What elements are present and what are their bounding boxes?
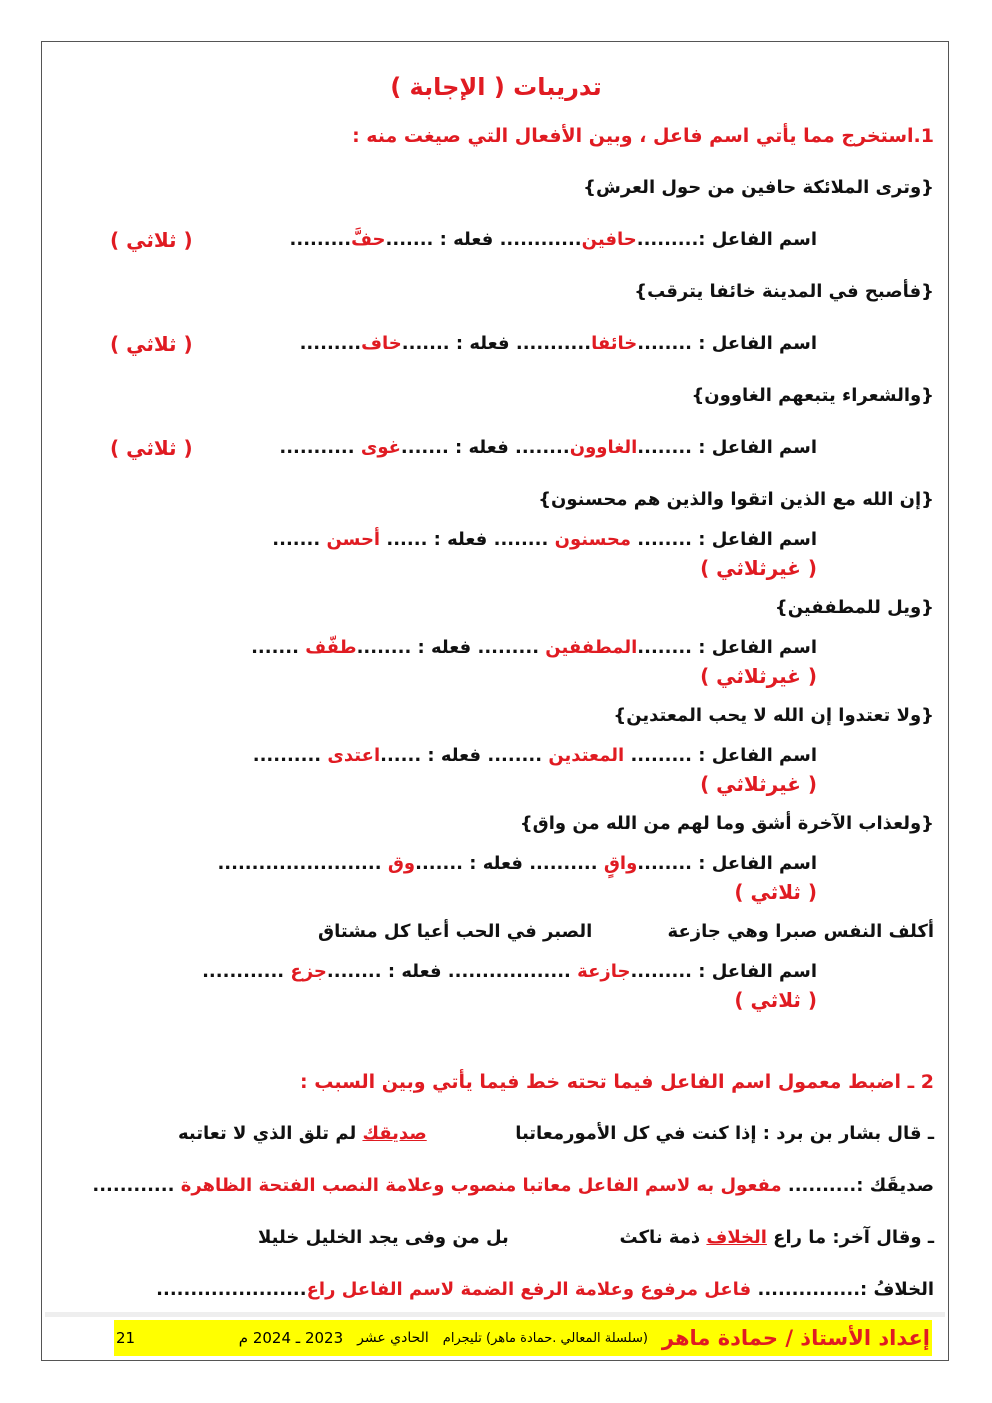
verse-row (58, 162, 934, 214)
question-1-row (58, 110, 934, 162)
answer-label: اسم الفاعل : ........ (637, 437, 817, 458)
verse: {ولا تعتدوا إن الله لا يحب المعتدين} (613, 705, 934, 726)
answer-label: اسم الفاعل : ........ (637, 853, 817, 874)
verse-row (58, 906, 934, 958)
verb-type: ( ثلاثي ) (110, 228, 193, 252)
answer-label: اسم الفاعل : ........ (637, 637, 817, 658)
verse-text: ـ وقال آخر: ما راع (766, 1227, 934, 1248)
verb-type: ( ثلاثي ) (110, 436, 193, 460)
verse-row (58, 266, 934, 318)
answer-line (92, 1172, 934, 1200)
answer-1 (58, 1160, 934, 1212)
answer-row (58, 958, 934, 1014)
verb-type: ( غيرثلاثي ) (700, 772, 817, 796)
verb: اعتدى (327, 745, 381, 766)
footer-series: (سلسلة المعالي .حمادة ماهر) تليجرام (442, 1330, 648, 1346)
page-title: تدريبات ( الإجابة ) (390, 73, 602, 101)
verse-row (58, 582, 934, 634)
answer-dots: ........... (279, 437, 361, 458)
active-participle: الغاوون (569, 437, 638, 458)
answer-dots: ............ (202, 961, 291, 982)
verse-row (58, 690, 934, 742)
answer-row (58, 850, 934, 906)
answer-row (58, 422, 934, 474)
footer-author: إعداد الأستاذ / حمادة ماهر (661, 1326, 930, 1350)
spacer (58, 1014, 934, 1056)
answer-dots: ....... (251, 637, 306, 658)
verb: حفَّ (351, 229, 386, 250)
verb-label: ......... فعله : ........ (356, 637, 546, 658)
answer-row (58, 742, 934, 798)
answer-line (156, 1276, 934, 1304)
verb-type: ( ثلاثي ) (110, 332, 193, 356)
verb-label: ........ فعله : ...... (380, 529, 555, 550)
question-1-items (58, 162, 934, 1014)
footer (114, 1320, 932, 1356)
answer-dots: ......... (289, 229, 352, 250)
answer-2 (58, 1264, 934, 1316)
divider (45, 1312, 945, 1317)
answer-line (217, 850, 817, 878)
verse-right (620, 1224, 934, 1252)
verse: {فأصبح في المدينة خائفا يترقب} (634, 281, 934, 302)
verse-left: الصبر في الحب أعيا كل مشتاق (318, 921, 593, 942)
active-participle: المعتدين (548, 745, 625, 766)
answer-label: الخلافُ :............... (751, 1279, 934, 1300)
active-participle: واقٍ (603, 853, 638, 874)
verb-label: ........ فعله : ....... (400, 437, 570, 458)
answer-dots: ....... (272, 529, 327, 550)
verse-row (58, 798, 934, 850)
verb: طفّف (305, 637, 357, 658)
verse-row (58, 1212, 934, 1264)
verb-type: ( ثلاثي ) (734, 880, 817, 904)
question-2-prompt: 2 ـ اضبط معمول اسم الفاعل فيما تحته خط فيما يأتي وبين السبب : (300, 1071, 934, 1093)
underlined-word: صديقك (362, 1123, 427, 1144)
answer-line (251, 634, 817, 662)
verb-label: .......... فعله : ....... (415, 853, 604, 874)
verb-label: ........ فعله : ...... (380, 745, 549, 766)
verse-text: ذمة ناكث (619, 1227, 707, 1248)
active-participle: حافين (581, 229, 637, 250)
verse: {والشعراء يتبعهم الغاوون} (691, 385, 934, 406)
verb: وق (387, 853, 416, 874)
verb-type: ( ثلاثي ) (734, 988, 817, 1012)
verb: غوى (360, 437, 401, 458)
answer-text: مفعول به لاسم الفاعل معاتبا منصوب وعلامة النصب الفتحة الظاهرة (180, 1175, 782, 1196)
underlined-word: الخلاف (706, 1227, 767, 1248)
verb-type: ( غيرثلاثي ) (700, 556, 817, 580)
verse: {ولعذاب الآخرة أشق وما لهم من الله من واق} (519, 813, 934, 834)
answer-label: اسم الفاعل :......... (636, 229, 817, 250)
verse-row (58, 370, 934, 422)
verb-type: ( غيرثلاثي ) (700, 664, 817, 688)
question-1-prompt: 1.استخرج مما يأتي اسم فاعل ، وبين الأفعال التي صيغت منه : (352, 125, 934, 147)
answer-row (58, 526, 934, 582)
answer-dots: ........................ (217, 853, 388, 874)
answer-row (58, 318, 934, 370)
verb: خاف (361, 333, 402, 354)
verb-label: ........... فعله : ....... (401, 333, 592, 354)
question-2-row (58, 1056, 934, 1108)
verse-left (178, 1120, 427, 1148)
active-participle: خائفا (591, 333, 638, 354)
answer-label: اسم الفاعل : ......... (624, 745, 817, 766)
page-number: 21 (116, 1329, 136, 1347)
answer-dots: ......... (299, 333, 362, 354)
answer-line (300, 330, 817, 358)
answer-label: اسم الفاعل : ......... (630, 961, 817, 982)
answer-text: فاعل مرفوع وعلامة الرفع الضمة لاسم الفاعل راع (306, 1279, 752, 1300)
answer-row (58, 634, 934, 690)
active-participle: محسنون (554, 529, 632, 550)
answer-dots: ...................... (156, 1279, 307, 1300)
footer-grade: الحادي عشر (357, 1330, 429, 1346)
verb: جزع (290, 961, 327, 982)
page-content (58, 64, 934, 1316)
answer-line (290, 226, 817, 254)
verse: {وترى الملائكة حافين من حول العرش} (583, 177, 934, 198)
verb-label: ............ فعله : ....... (385, 229, 582, 250)
answer-line (202, 958, 817, 986)
verse-right: أكلف النفس صبرا وهي جازعة (667, 921, 934, 942)
answer-label: اسم الفاعل : ........ (637, 333, 817, 354)
answer-line (253, 742, 817, 770)
active-participle: المطففين (545, 637, 638, 658)
answer-dots: .......... (252, 745, 328, 766)
footer-year: 2023 ـ 2024 م (238, 1329, 344, 1347)
answer-dots: ............ (92, 1175, 181, 1196)
verse-row (58, 1108, 934, 1160)
answer-label: اسم الفاعل : ........ (631, 529, 817, 550)
answer-line (272, 526, 817, 554)
verb-label: .................. فعله : ........ (326, 961, 578, 982)
answer-line (279, 434, 817, 462)
verse: {إن الله مع الذين اتقوا والذين هم محسنون} (538, 489, 934, 510)
answer-row (58, 214, 934, 266)
verse-row (58, 474, 934, 526)
verb: أحسن (326, 529, 381, 550)
verse-left-text: لم تلق الذي لا تعاتبه (178, 1123, 363, 1144)
verse-left: بل من وفى يجد الخليل خليلا (258, 1227, 509, 1248)
active-participle: جازعة (577, 961, 631, 982)
verse-right: ـ قال بشار بن برد : إذا كنت في كل الأمورمعاتبا (515, 1123, 934, 1144)
title-row (58, 64, 934, 110)
answer-label: صديقَك :.......... (781, 1175, 934, 1196)
verse: {ويل للمطففين} (774, 597, 934, 618)
